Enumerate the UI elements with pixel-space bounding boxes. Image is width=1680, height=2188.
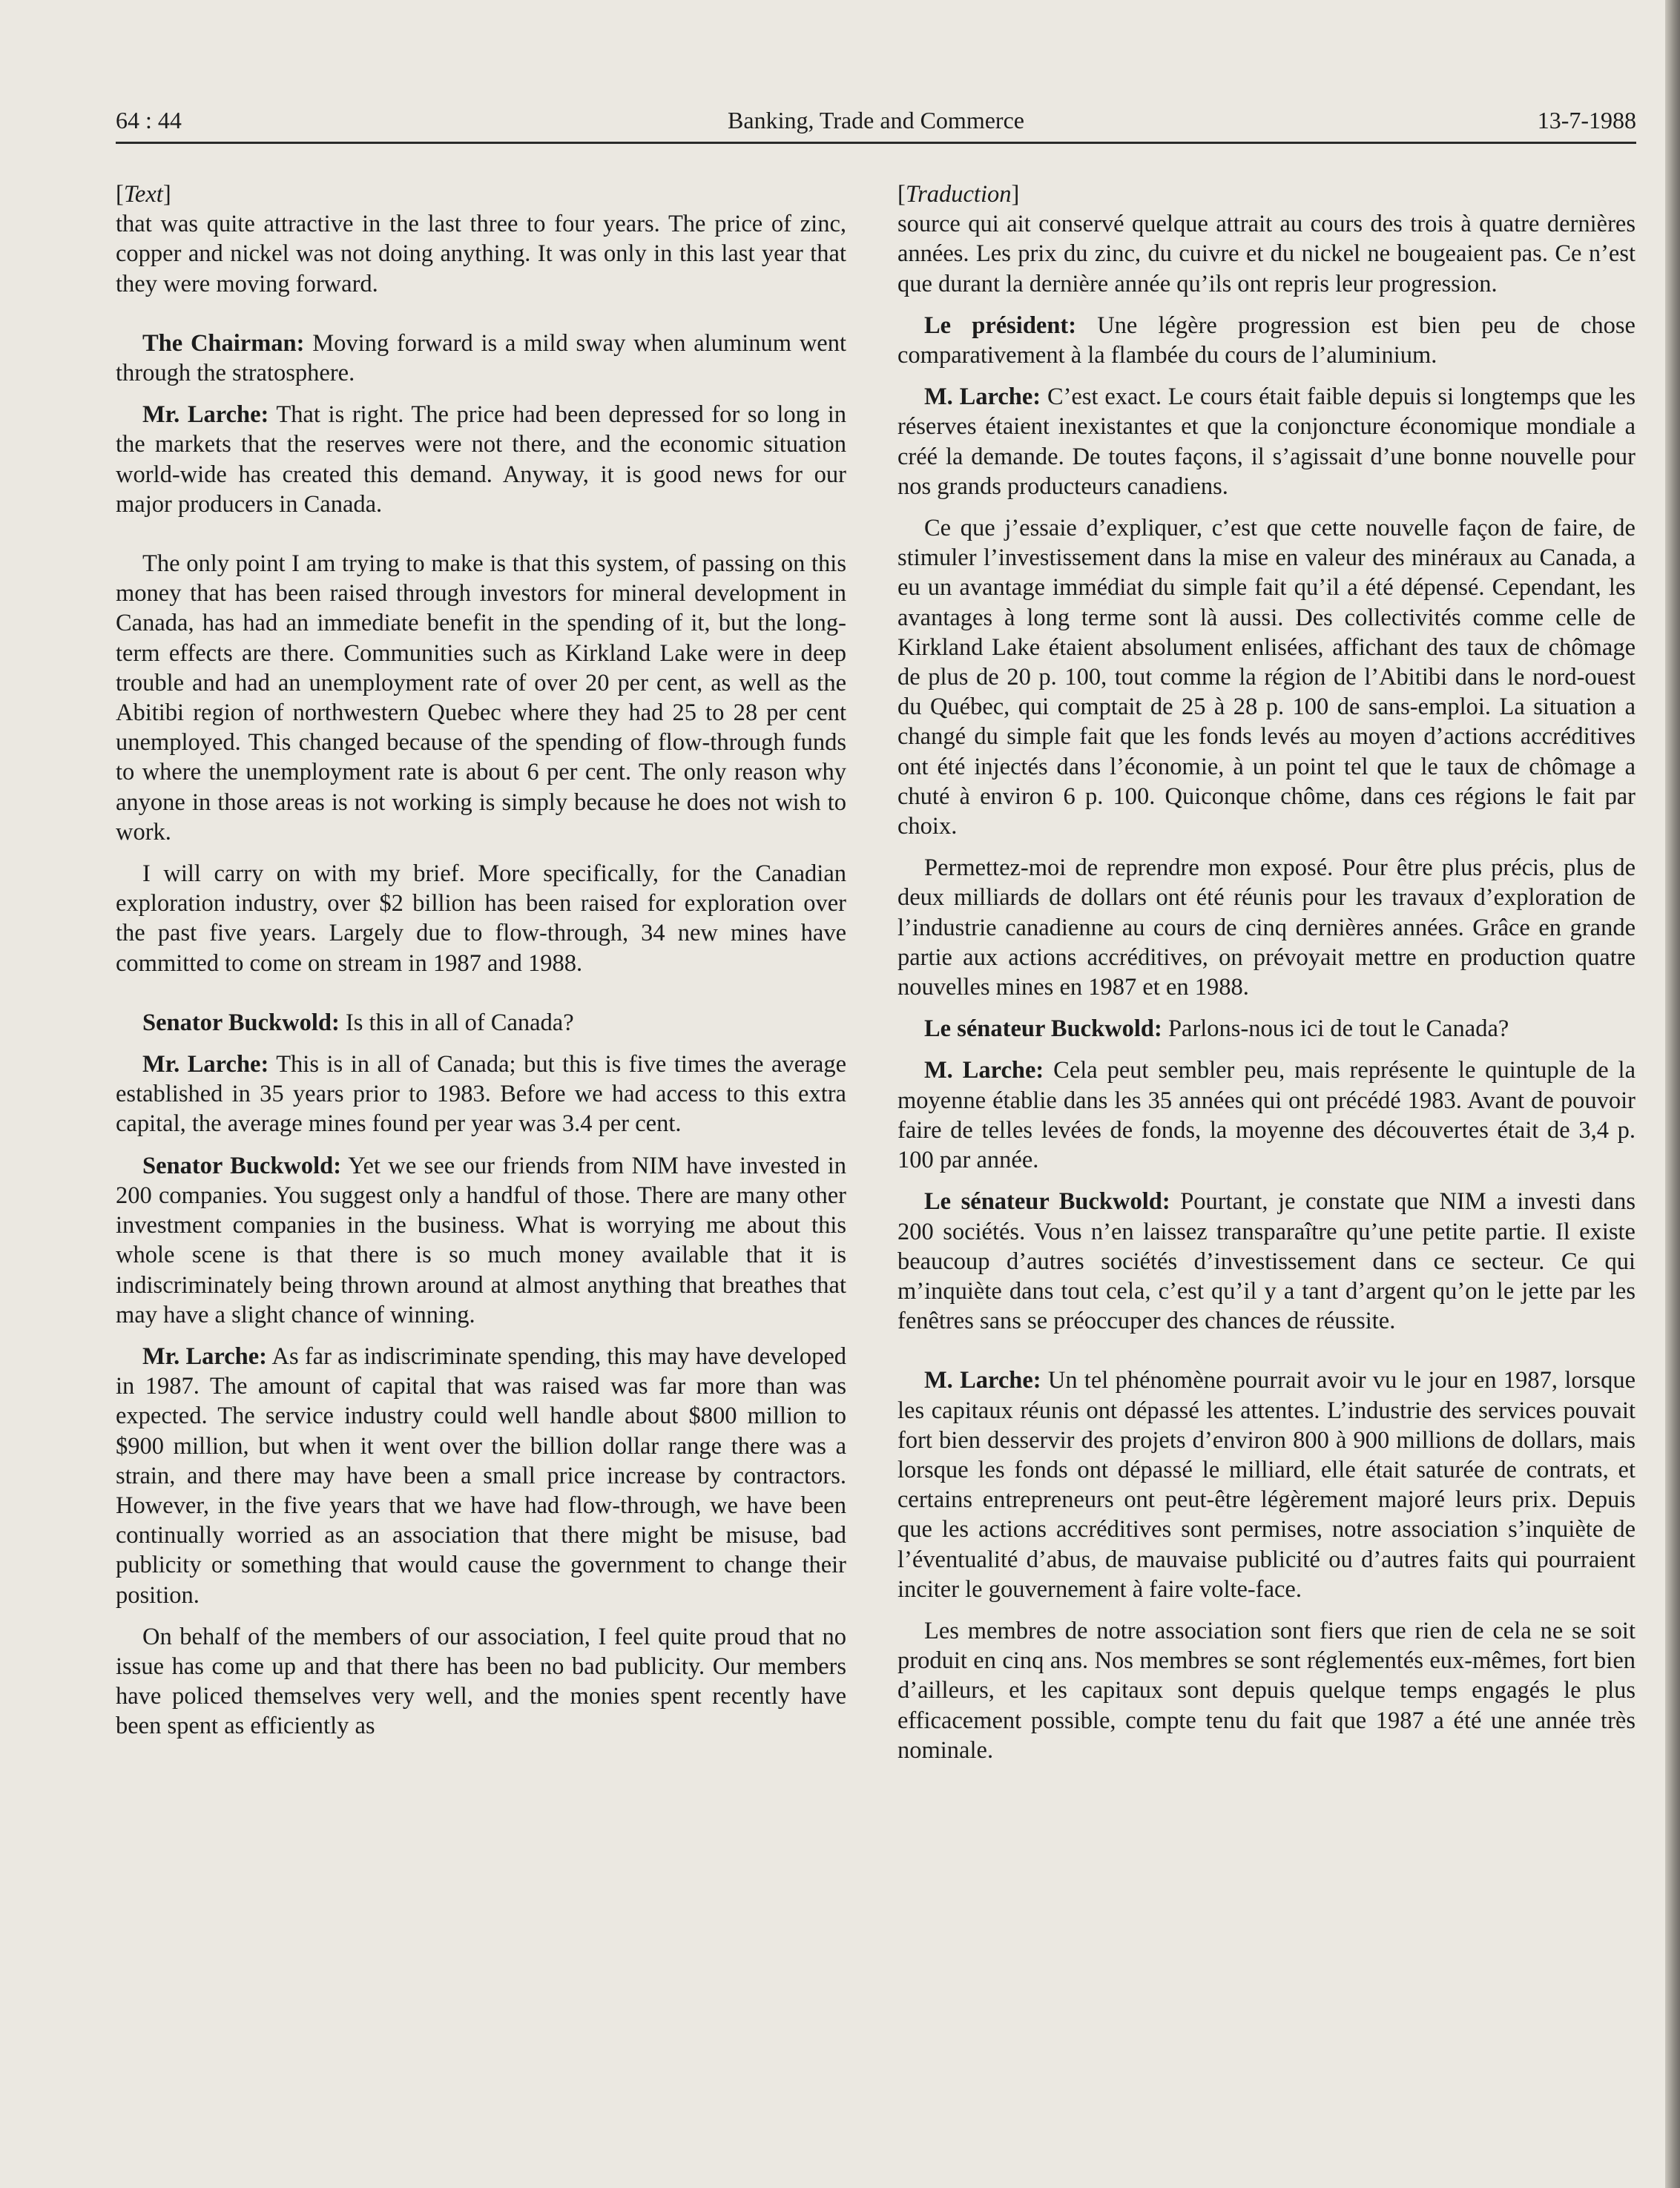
speech-text: Yet we see our friends from NIM have invested in 200 companies. You suggest only a handful of those. There are many other investment companies in the business. What is worrying me about this whole scene is that there is so much money available that it is indiscriminately being thrown around at almost anything that breathes that may have a slight chance of winning.: [116, 1152, 846, 1328]
paragraph: [116, 1342, 846, 1610]
french-column: [897, 179, 1635, 1765]
paragraph: [897, 1055, 1635, 1175]
speaker-name: Mr. Larche:: [142, 1342, 268, 1370]
paragraph: [897, 1365, 1635, 1604]
paragraph: [897, 1187, 1635, 1336]
page-edge-shadow: [1665, 0, 1680, 2188]
paragraph: Les membres de notre association sont fiers que rien de cela ne se soit produit en cinq ans. Nos membres se sont réglementés eux-mêmes, fort bien d’ailleurs, et les capitaux sont depuis quelque temps engagés le plus efficacement possible, compte tenu du fait que 1987 a été une année très nominale.: [897, 1617, 1635, 1764]
language-tag: [Text]: [116, 181, 171, 208]
speaker-name: Senator Buckwold:: [142, 1152, 342, 1179]
language-tag-label: Text: [123, 181, 163, 208]
paragraph: Permettez-moi de reprendre mon exposé. Pour être plus précis, plus de deux milliards de dollars ont été réunis pour les travaux d’exploration de l’industrie canadienne au cours de cinq dernières années. Grâce en grande partie aux actions accréditives, on prévoyait mettre en production quatre nouvelles mines en 1987 et en 1988.: [897, 854, 1635, 1001]
paragraph: On behalf of the members of our association, I feel quite proud that no issue has come up and that there has been no bad publicity. Our members have policed themselves very well, and the monies spent recently have been spent as efficiently as: [116, 1623, 846, 1740]
speaker-name: Le président:: [924, 312, 1077, 339]
speech-text: That is right. The price had been depressed for so long in the markets that the reserves were not there, and the economic situation world-wide has created this demand. Anyway, it is good news for our major producers in Canada.: [116, 401, 846, 518]
paragraph: I will carry on with my brief. More specifically, for the Canadian exploration industry, over $2 billion has been raised for exploration over the past five years. Largely due to flow-through, 34 new mines have committed to come on stream in 1987 and 1988.: [116, 860, 846, 977]
paragraph: Ce que j’essaie d’expliquer, c’est que cette nouvelle façon de faire, de stimuler l’investissement dans la mise en valeur des minéraux au Canada, a eu un avantage immédiat du simple fait qu’il a été dépensé. Cependant, les avantages à long terme sont là aussi. Des collectivités comme celle de Kirkland Lake étaient absolument enlisées, affichant des taux de chômage de plus de 20 p. 100, tout comme la région de l’Abitibi dans le nord-ouest du Québec, qui comptait de 25 à 28 p. 100 de sans-emploi. La situation a changé du simple fait que les fonds levés au moyen d’actions accréditives ont été injectés dans l’économie, à un point tel que le taux de chômage a chuté à environ 6 p. 100. Quiconque chôme, dans ces régions le fait par choix.: [897, 515, 1635, 840]
speech-text: Is this in all of Canada?: [339, 1009, 574, 1036]
speaker-name: M. Larche:: [924, 383, 1041, 411]
paragraph: [116, 329, 846, 388]
page-reference: 64 : 44: [116, 107, 182, 134]
speaker-name: M. Larche:: [924, 1057, 1044, 1084]
speaker-name: The Chairman:: [142, 329, 305, 357]
speaker-name: M. Larche:: [924, 1367, 1041, 1394]
speech-text: Cela peut sembler peu, mais représente le quintuple de la moyenne établie dans les 35 années qui ont précédé 1983. Avant de pouvoir faire de telles levées de fonds, la moyenne des découvertes était de 3,4 p. 100 par année.: [897, 1057, 1635, 1174]
paragraph: source qui ait conservé quelque attrait au cours des trois à quatre dernières années. Les prix du zinc, du cuivre et du nickel ne bougeaient pas. Ce n’est que durant la dernière année qu’ils ont repris leur progression.: [897, 211, 1635, 297]
header-rule: [116, 142, 1636, 144]
paragraph: [116, 1151, 846, 1330]
english-column: [116, 179, 846, 1741]
speech-text: Une légère progression est bien peu de chose comparativement à la flambée du cours de l’aluminium.: [897, 312, 1635, 369]
speech-text: Pourtant, je constate que NIM a investi dans 200 sociétés. Vous n’en laissez transparaître qu’une petite partie. Il existe beaucoup d’autres sociétés d’investissement dans ce secteur. Ce qui m’inquiète dans tout cela, c’est qu’il y a tant d’argent qu’on le jette par les fenêtres sans se préoccuper des chances de réussite.: [897, 1188, 1635, 1335]
speech-text: Parlons-nous ici de tout le Canada?: [1162, 1015, 1509, 1043]
speaker-name: Le sénateur Buckwold:: [924, 1015, 1162, 1043]
header-date: 13-7-1988: [1537, 107, 1636, 134]
speech-text: This is in all of Canada; but this is five times the average established in 35 years prior to 1983. Before we had access to this extra capital, the average mines found per year was 3.4 per cent.: [116, 1051, 846, 1138]
paragraph: [116, 1049, 846, 1139]
paragraph: The only point I am trying to make is that this system, of passing on this money that has been raised through investors for mineral development in Canada, has had an immediate benefit in the spending of it, but the long-term effects are there. Communities such as Kirkland Lake were in deep trouble and had an unemployment rate of over 20 per cent, as well as the Abitibi region of northwestern Quebec where they had 25 to 28 per cent unemployed. This changed because of the spending of flow-through funds to where the unemployment rate is about 6 per cent. The only reason why anyone in those areas is not working is simply because he does not wish to work.: [116, 550, 846, 846]
paragraph: [116, 400, 846, 519]
speech-text: Moving forward is a mild sway when aluminum went through the stratosphere.: [116, 329, 846, 387]
speech-text: As far as indiscriminate spending, this may have developed in 1987. The amount of capital that was raised was far more than was expected. The service industry could well handle about $800 million to $900 million, but when it went over the billion dollar range there was a strain, and there may have been a small price increase by contractors. However, in the five years that we have had flow-through, we have been continually worried as an association that there might be misuse, bad publicity or something that would cause the government to change their position.: [116, 1342, 846, 1609]
speaker-name: Senator Buckwold:: [142, 1009, 340, 1036]
language-tag-label: Traduction: [905, 181, 1012, 208]
language-tag: [Traduction]: [897, 181, 1020, 208]
publication-title: Banking, Trade and Commerce: [728, 107, 1024, 134]
paragraph: [897, 311, 1635, 370]
running-header: [116, 105, 1636, 142]
paragraph: that was quite attractive in the last three to four years. The price of zinc, copper and nickel was not doing anything. It was only in this last year that they were moving forward.: [116, 211, 846, 297]
speaker-name: Mr. Larche:: [142, 1051, 269, 1078]
paragraph: [897, 382, 1635, 501]
speaker-name: Mr. Larche:: [142, 401, 269, 429]
speech-text: Un tel phénomène pourrait avoir vu le jour en 1987, lorsque les capitaux réunis ont dépassé les attentes. L’industrie des services pouvait fort bien desservir des projets d’environ 800 à 900 millions de dollars, mais lorsque les fonds ont dépassé le milliard, elle était saturée de contrats, et certains entrepreneurs ont peut-être légèrement majoré leurs prix. Depuis que les actions accréditives sont permises, notre association s’inquiète de l’éventualité d’abus, de mauvaise publicité ou d’autres faits qui pourraient inciter le gouvernement à faire volte-face.: [897, 1367, 1635, 1603]
paragraph: [116, 1008, 846, 1038]
speech-text: C’est exact. Le cours était faible depuis si longtemps que les réserves étaient inexistantes et que la conjoncture économique mondiale a créé la demande. De toutes façons, il s’agissait d’une bonne nouvelle pour nos grands producteurs canadiens.: [897, 383, 1635, 500]
paragraph: [897, 1014, 1635, 1044]
speaker-name: Le sénateur Buckwold:: [924, 1188, 1170, 1216]
